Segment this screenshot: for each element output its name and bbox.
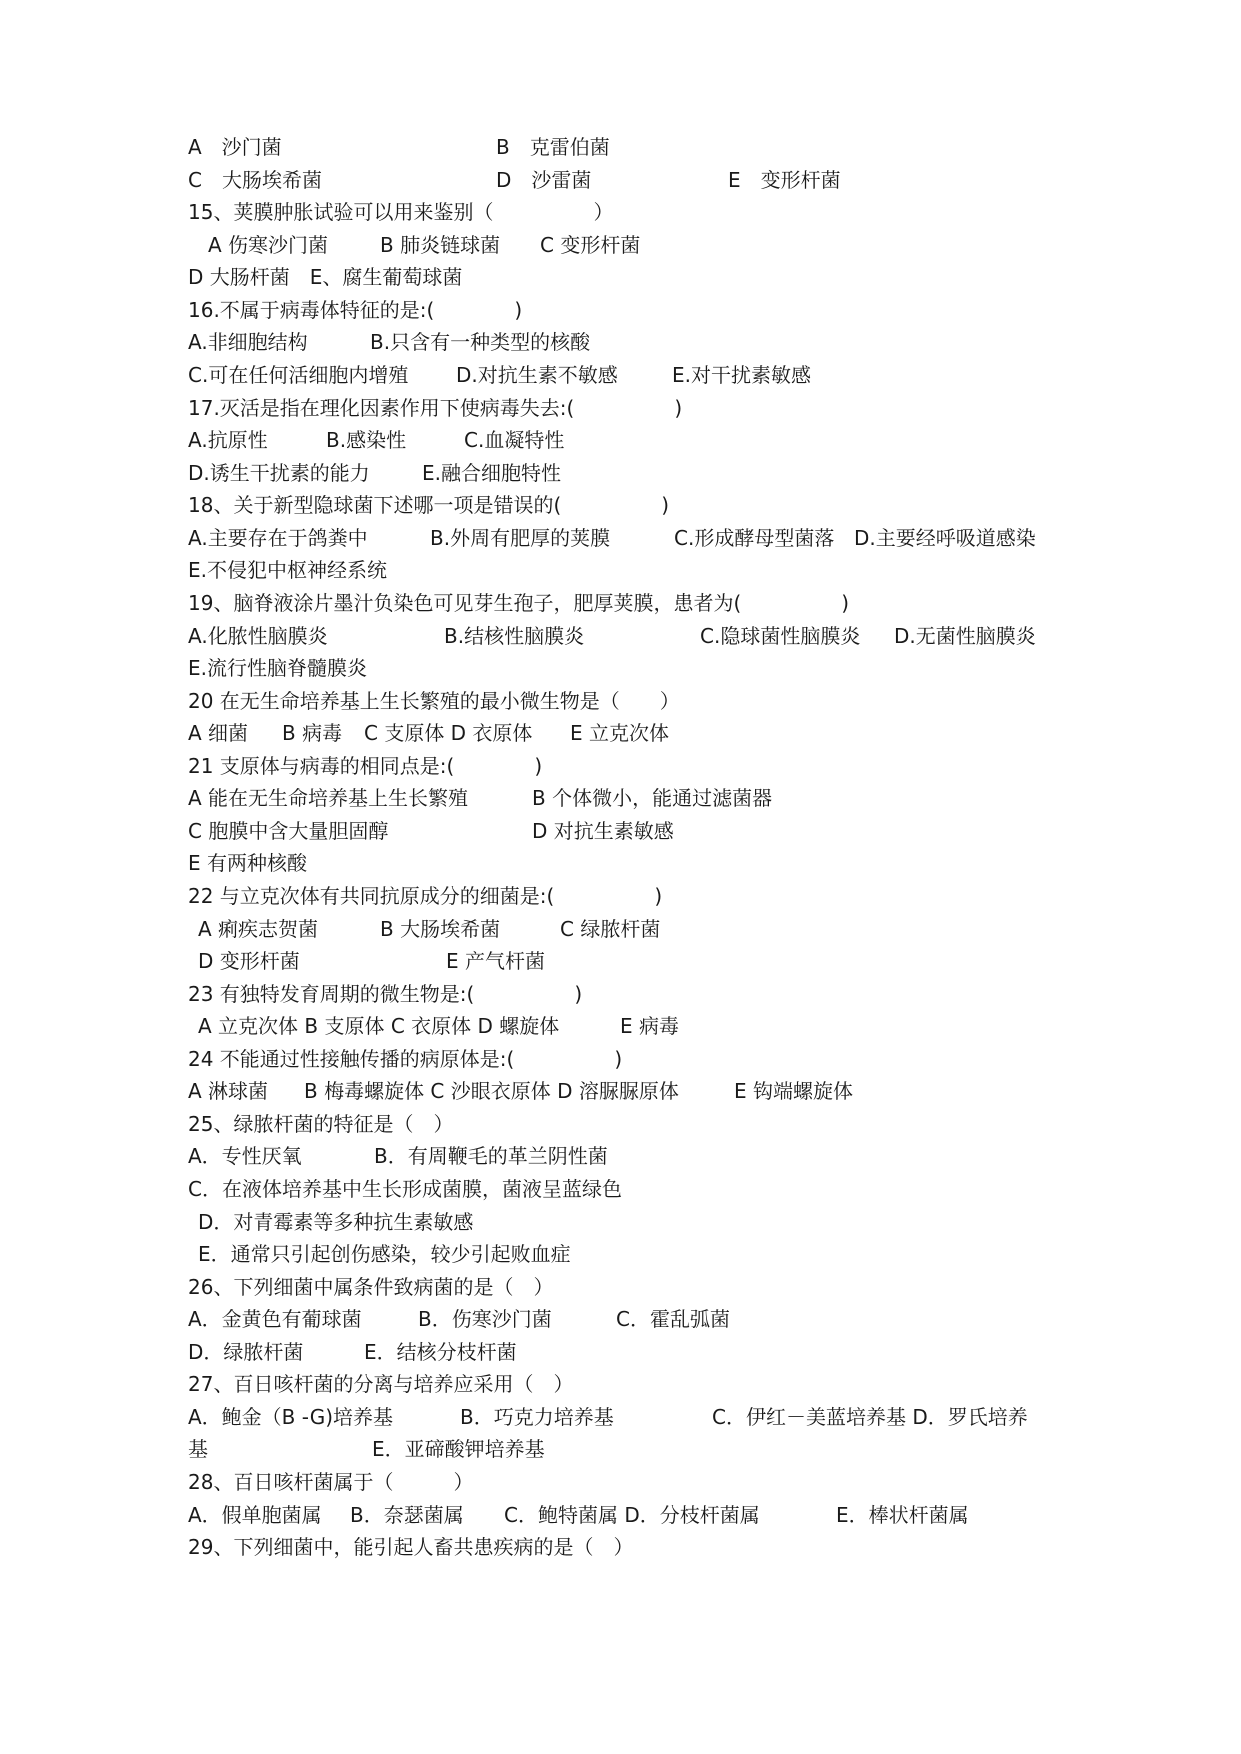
- text-line: [0, 782, 1241, 814]
- option-text: B．巧克力培养基: [460, 1405, 614, 1429]
- question-line: [0, 1271, 1241, 1303]
- option-text: D．对青霉素等多种抗生素敏感: [198, 1210, 474, 1234]
- question-text: 23 有独特发育周期的微生物是:( ): [188, 982, 583, 1006]
- option-text: A 细菌: [188, 721, 249, 745]
- option-text: E.流行性脑脊髓膜炎: [188, 656, 367, 680]
- text-line: [0, 717, 1241, 749]
- question-text: 26、下列细菌中属条件致病菌的是（ ）: [188, 1275, 554, 1299]
- option-text: C 变形杆菌: [540, 233, 641, 257]
- option-text: B.感染性: [326, 428, 407, 452]
- text-line: [0, 261, 1241, 293]
- question-text: 25、绿脓杆菌的特征是（ ）: [188, 1112, 454, 1136]
- question-text: 22 与立克次体有共同抗原成分的细菌是:( ): [188, 884, 663, 908]
- option-text: A 淋球菌: [188, 1079, 269, 1103]
- option-text: B.外周有肥厚的荚膜: [430, 526, 611, 550]
- option-text: C．霍乱弧菌: [616, 1307, 730, 1331]
- text-line: [0, 554, 1241, 586]
- option-text: D 大肠杆菌 E、腐生葡萄球菌: [188, 265, 463, 289]
- option-text: C．在液体培养基中生长形成菌膜，菌液呈蓝绿色: [188, 1177, 622, 1201]
- question-text: 16.不属于病毒体特征的是:( ): [188, 298, 523, 322]
- question-line: [0, 1108, 1241, 1140]
- option-text: E 产气杆菌: [446, 949, 545, 973]
- option-text: A.化脓性脑膜炎: [188, 624, 328, 648]
- option-text: A 伤寒沙门菌: [208, 233, 329, 257]
- text-line: [0, 620, 1241, 652]
- option-text: B 大肠埃希菌: [380, 917, 501, 941]
- question-text: 28、百日咳杆菌属于（ ）: [188, 1470, 474, 1494]
- text-line: [0, 1238, 1241, 1270]
- option-text: C.血凝特性: [464, 428, 565, 452]
- question-line: [0, 1368, 1241, 1400]
- text-line: [0, 522, 1241, 554]
- option-text: E．亚碲酸钾培养基: [372, 1437, 545, 1461]
- text-line: [0, 1401, 1241, 1433]
- option-text: C.可在任何活细胞内增殖: [188, 363, 409, 387]
- option-text: D.对抗生素不敏感: [456, 363, 618, 387]
- question-text: 27、百日咳杆菌的分离与培养应采用（ ）: [188, 1372, 574, 1396]
- question-line: [0, 880, 1241, 912]
- text-line: [0, 847, 1241, 879]
- option-text: A．鲍金（B -G)培养基: [188, 1405, 394, 1429]
- question-line: [0, 750, 1241, 782]
- question-text: 29、下列细菌中，能引起人畜共患疾病的是（ ）: [188, 1535, 634, 1559]
- option-text: D.主要经呼吸道感染: [854, 526, 1036, 550]
- question-text: 17.灭活是指在理化因素作用下使病毒失去:( ): [188, 396, 683, 420]
- option-text: C．鲍特菌属 D．分枝杆菌属: [504, 1503, 760, 1527]
- option-text: C 支原体 D 衣原体: [364, 721, 533, 745]
- text-line: [0, 424, 1241, 456]
- question-line: [0, 294, 1241, 326]
- question-line: [0, 392, 1241, 424]
- question-line: [0, 978, 1241, 1010]
- option-text: D．绿脓杆菌: [188, 1340, 304, 1364]
- option-text: C．伊红－美蓝培养基 D．罗氏培养: [712, 1405, 1028, 1429]
- text-line: [0, 1010, 1241, 1042]
- option-text: E．通常只引起创伤感染，较少引起败血症: [198, 1242, 571, 1266]
- option-text: A．专性厌氧: [188, 1144, 302, 1168]
- text-line: [0, 229, 1241, 261]
- question-line: [0, 196, 1241, 228]
- option-text: E．棒状杆菌属: [836, 1503, 969, 1527]
- question-line: [0, 489, 1241, 521]
- option-text: C 绿脓杆菌: [560, 917, 661, 941]
- option-text: A.主要存在于鸽粪中: [188, 526, 368, 550]
- option-text: E 钩端螺旋体: [734, 1079, 853, 1103]
- option-text: E.不侵犯中枢神经系统: [188, 558, 387, 582]
- question-text: 15、荚膜肿胀试验可以用来鉴别（ ）: [188, 200, 614, 224]
- question-text: 18、关于新型隐球菌下述哪一项是错误的( ): [188, 493, 670, 517]
- text-line: [0, 1303, 1241, 1335]
- text-line: [0, 457, 1241, 489]
- option-text: B 克雷伯菌: [496, 135, 610, 159]
- option-text: B．奈瑟菌属: [350, 1503, 464, 1527]
- option-text: A.非细胞结构: [188, 330, 308, 354]
- option-text: E 立克次体: [570, 721, 669, 745]
- question-line: [0, 1466, 1241, 1498]
- question-text: 24 不能通过性接触传播的病原体是:( ): [188, 1047, 623, 1071]
- text-line: [0, 1336, 1241, 1368]
- text-line: [0, 1173, 1241, 1205]
- question-text: 19、脑脊液涂片墨汁负染色可见芽生孢子，肥厚荚膜，患者为( ): [188, 591, 850, 615]
- text-line: [0, 913, 1241, 945]
- option-text: B 病毒: [282, 721, 343, 745]
- option-text: D.诱生干扰素的能力: [188, 461, 370, 485]
- option-text: E 病毒: [620, 1014, 679, 1038]
- question-text: 20 在无生命培养基上生长繁殖的最小微生物是（ ）: [188, 689, 680, 713]
- option-text: A 立克次体 B 支原体 C 衣原体 D 螺旋体: [198, 1014, 560, 1038]
- question-line: [0, 1531, 1241, 1563]
- text-line: [0, 652, 1241, 684]
- option-text: E．结核分枝杆菌: [364, 1340, 517, 1364]
- option-text: A 痢疾志贺菌: [198, 917, 319, 941]
- option-text: A 能在无生命培养基上生长繁殖: [188, 786, 469, 810]
- text-line: [0, 131, 1241, 163]
- option-text: 基: [188, 1437, 208, 1461]
- option-text: E.对干扰素敏感: [672, 363, 811, 387]
- option-text: C.隐球菌性脑膜炎: [700, 624, 861, 648]
- option-text: B．伤寒沙门菌: [418, 1307, 552, 1331]
- option-text: A 沙门菌: [188, 135, 282, 159]
- question-text: 21 支原体与病毒的相同点是:( ): [188, 754, 543, 778]
- text-line: [0, 1140, 1241, 1172]
- option-text: E.融合细胞特性: [422, 461, 561, 485]
- option-text: C 胞膜中含大量胆固醇: [188, 819, 389, 843]
- question-line: [0, 1043, 1241, 1075]
- text-line: [0, 359, 1241, 391]
- question-line: [0, 685, 1241, 717]
- option-text: C.形成酵母型菌落: [674, 526, 835, 550]
- text-line: [0, 1206, 1241, 1238]
- option-text: E 有两种核酸: [188, 851, 307, 875]
- option-text: E 变形杆菌: [728, 168, 841, 192]
- option-text: B．有周鞭毛的革兰阴性菌: [374, 1144, 608, 1168]
- option-text: A.抗原性: [188, 428, 268, 452]
- option-text: D 变形杆菌: [198, 949, 300, 973]
- option-text: D.无菌性脑膜炎: [894, 624, 1036, 648]
- option-text: B 梅毒螺旋体 C 沙眼衣原体 D 溶脲脲原体: [304, 1079, 679, 1103]
- text-line: [0, 1433, 1241, 1465]
- text-line: [0, 1075, 1241, 1107]
- text-line: [0, 945, 1241, 977]
- text-line: [0, 1499, 1241, 1531]
- option-text: B 肺炎链球菌: [380, 233, 501, 257]
- option-text: B.只含有一种类型的核酸: [370, 330, 591, 354]
- option-text: D 沙雷菌: [496, 168, 592, 192]
- text-line: [0, 326, 1241, 358]
- option-text: A．金黄色有葡球菌: [188, 1307, 362, 1331]
- question-line: [0, 587, 1241, 619]
- option-text: D 对抗生素敏感: [532, 819, 674, 843]
- option-text: B.结核性脑膜炎: [444, 624, 585, 648]
- option-text: B 个体微小，能通过滤菌器: [532, 786, 773, 810]
- text-line: [0, 164, 1241, 196]
- text-line: [0, 815, 1241, 847]
- option-text: A．假单胞菌属: [188, 1503, 322, 1527]
- option-text: C 大肠埃希菌: [188, 168, 322, 192]
